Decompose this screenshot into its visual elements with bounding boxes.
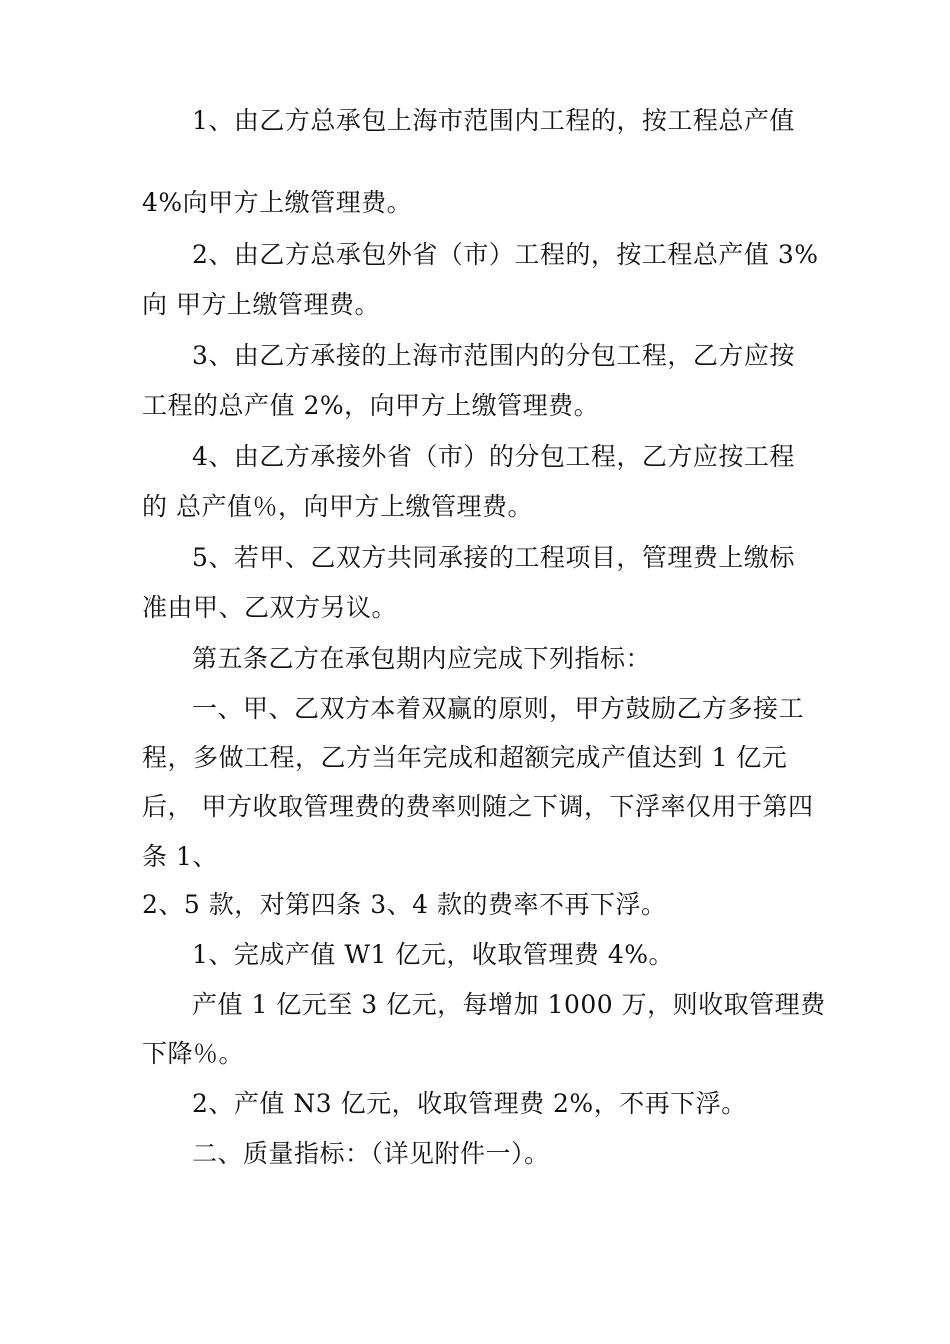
- text-line: 二、质量指标：（详见附件一）。: [192, 1139, 550, 1168]
- text-line: 后， 甲方收取管理费的费率则随之下调，下浮率仅用于第四: [142, 792, 814, 821]
- section-heading: 第五条乙方在承包期内应完成下列指标：: [192, 644, 652, 673]
- text-line: 条 1、: [142, 842, 218, 871]
- text-line: 准由甲、乙双方另议。: [142, 593, 398, 622]
- text-line: 下降％。: [142, 1039, 245, 1068]
- text-line: 2、5 款，对第四条 3、4 款的费率不再下浮。: [142, 890, 667, 919]
- text-line: 4、由乙方承接外省（市）的分包工程，乙方应按工程: [192, 442, 795, 471]
- text-line: 程，多做工程，乙方当年完成和超额完成产值达到 1 亿元: [142, 743, 788, 772]
- text-line: 4%向甲方上缴管理费。: [142, 188, 413, 217]
- text-line: 工程的总产值 2%，向甲方上缴管理费。: [142, 391, 600, 420]
- text-line: 向 甲方上缴管理费。: [142, 290, 380, 319]
- text-line: 产值 1 亿元至 3 亿元，每增加 1000 万，则收取管理费: [192, 990, 826, 1019]
- text-line: 3、由乙方承接的上海市范围内的分包工程，乙方应按: [192, 341, 795, 370]
- text-line: 5、若甲、乙双方共同承接的工程项目，管理费上缴标: [192, 543, 795, 572]
- text-line: 2、产值 N3 亿元，收取管理费 2%，不再下浮。: [192, 1089, 747, 1118]
- text-line: 的 总产值％，向甲方上缴管理费。: [142, 492, 533, 521]
- text-line: 一、甲、乙双方本着双赢的原则，甲方鼓励乙方多接工: [192, 694, 805, 723]
- text-line: 1、由乙方总承包上海市范围内工程的，按工程总产值: [192, 106, 795, 135]
- text-line: 2、由乙方总承包外省（市）工程的，按工程总产值 3%: [192, 240, 819, 269]
- text-line: 1、完成产值 W1 亿元，收取管理费 4%。: [192, 940, 675, 969]
